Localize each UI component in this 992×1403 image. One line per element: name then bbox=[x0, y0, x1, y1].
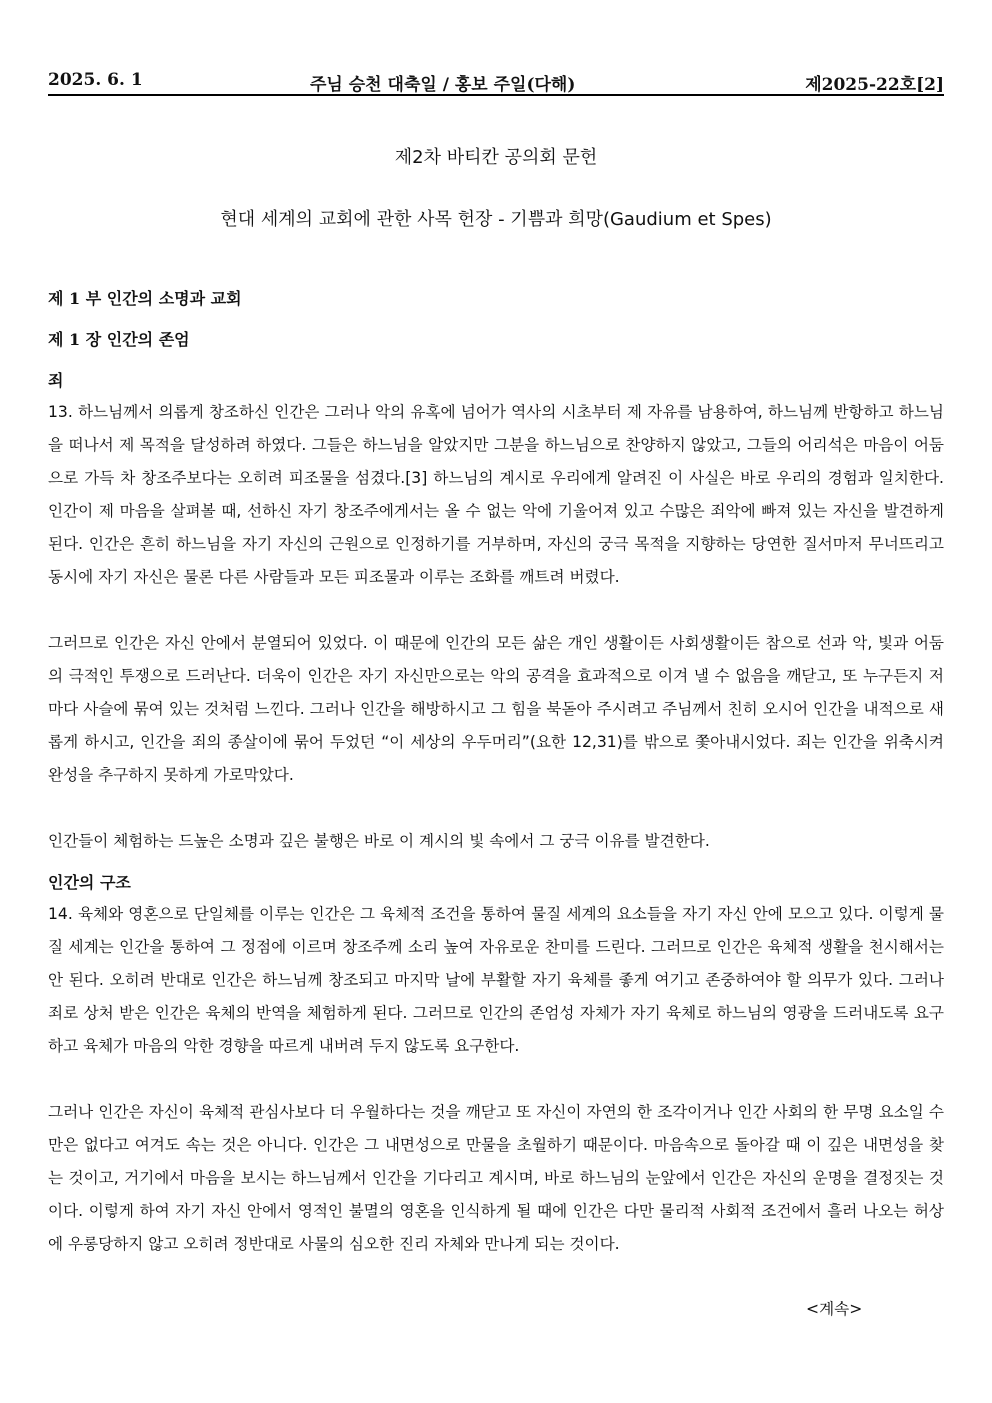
paragraph-13-part-1: 13. 하느님께서 의롭게 창조하신 인간은 그러나 악의 유혹에 넘어가 역사의 시초부터 제 자유를 남용하여, 하느님께 반항하고 하느님을 떠나서 제 목적을 달성하려 하였다. 그들은 하느님을 알았지만 그분을 하느님으로 찬양하지 않았고, 그들의 어리석은 마음이 어둠으로 가득 차 창조주보다는 오히려 피조물을 섬겼다.[3] 하느님의 계시로 우리에게 알려진 이 사실은 바로 우리의 경험과 일치한다. 인간이 제 마음을 살펴볼 때, 선하신 자기 창조주에게서는 올 수 없는 악에 기울어져 있고 수많은 죄악에 빠져 있는 자신을 발견하게 된다. 인간은 흔히 하느님을 자기 자신의 근원으로 인정하기를 거부하며, 자신의 궁극 목적을 지향하는 당연한 질서마저 무너뜨리고 동시에 자기 자신은 물론 다른 사람들과 모든 피조물과 이루는 조화를 깨트려 버렸다. bbox=[48, 403, 944, 586]
sin-heading: 죄 bbox=[48, 371, 64, 390]
chapter-heading: 제 1 장 인간의 존엄 bbox=[48, 330, 190, 349]
paragraph-14-part-2: 그러나 인간은 자신이 육체적 관심사보다 더 우월하다는 것을 깨닫고 또 자신이 자연의 한 조각이거나 인간 사회의 한 무명 요소일 수만은 없다고 여겨도 속는 것은 아니다. 인간은 그 내면성으로 만물을 초월하기 때문이다. 마음속으로 돌아갈 때 이 깊은 내면성을 찾는 것이고, 거기에서 마음을 보시는 하느님께서 인간을 기다리고 계시며, 바로 하느님의 눈앞에서 인간은 자신의 운명을 결정짓는 것이다. 이렇게 하여 자기 자신 안에서 영적인 불멸의 영혼을 인식하게 될 때에 인간은 다만 물리적 사회적 조건에서 흘러 나오는 허상에 우롱당하지 않고 오히려 정반대로 사물의 심오한 진리 자체와 만나게 되는 것이다. bbox=[48, 1103, 944, 1253]
document-source: 제2차 바티칸 공의회 문헌 bbox=[394, 147, 598, 168]
bulletin-header bbox=[48, 68, 944, 96]
header-title: 주님 승천 대축일 / 홍보 주일(다해) bbox=[310, 75, 576, 95]
paragraph-13-part-3: 인간들이 체험하는 드높은 소명과 깊은 불행은 바로 이 계시의 빛 속에서 그 궁극 이유를 발견한다. bbox=[48, 832, 710, 850]
part-heading: 제 1 부 인간의 소명과 교회 bbox=[48, 289, 242, 308]
header-date: 2025. 6. 1 bbox=[48, 70, 143, 90]
paragraph-13-part-2: 그러므로 인간은 자신 안에서 분열되어 있었다. 이 때문에 인간의 모든 삶은 개인 생활이든 사회생활이든 참으로 선과 악, 빛과 어둠의 극적인 투쟁으로 드러난다. 더욱이 인간은 자기 자신만으로는 악의 공격을 효과적으로 이겨 낼 수 없음을 깨닫고, 또 누구든지 저마다 사슬에 묶여 있는 것처럼 느낀다. 그러나 인간을 해방하시고 그 힘을 북돋아 주시려고 주님께서 친히 오시어 인간을 내적으로 새롭게 하시고, 인간을 죄의 종살이에 묶어 두었던 “이 세상의 우두머리”(요한 12,31)를 밖으로 쫓아내시었다. 죄는 인간을 위축시켜 완성을 추구하지 못하게 가로막았다. bbox=[48, 634, 944, 784]
header-issue-number: 제2025-22호[2] bbox=[805, 75, 944, 95]
document-title: 현대 세계의 교회에 관한 사목 헌장 - 기쁨과 희망(Gaudium et Spes) bbox=[220, 209, 772, 230]
paragraph-14-part-1: 14. 육체와 영혼으로 단일체를 이루는 인간은 그 육체적 조건을 통하여 물질 세계의 요소들을 자기 자신 안에 모으고 있다. 이렇게 물질 세계는 인간을 통하여 그 정점에 이르며 창조주께 소리 높여 자유로운 찬미를 드린다. 그러므로 인간은 육체적 생활을 천시해서는 안 된다. 오히려 반대로 인간은 하느님께 창조되고 마지막 날에 부활할 자기 육체를 좋게 여기고 존중하여야 할 의무가 있다. 그러나 죄로 상처 받은 인간은 육체의 반역을 체험하게 된다. 그러므로 인간의 존엄성 자체가 자기 육체로 하느님의 영광을 드러내도록 요구하고 육체가 마음의 악한 경향을 따르게 내버려 두지 않도록 요구한다. bbox=[48, 905, 944, 1055]
continued-note: <계속> bbox=[806, 1300, 863, 1318]
structure-heading: 인간의 구조 bbox=[48, 873, 131, 892]
